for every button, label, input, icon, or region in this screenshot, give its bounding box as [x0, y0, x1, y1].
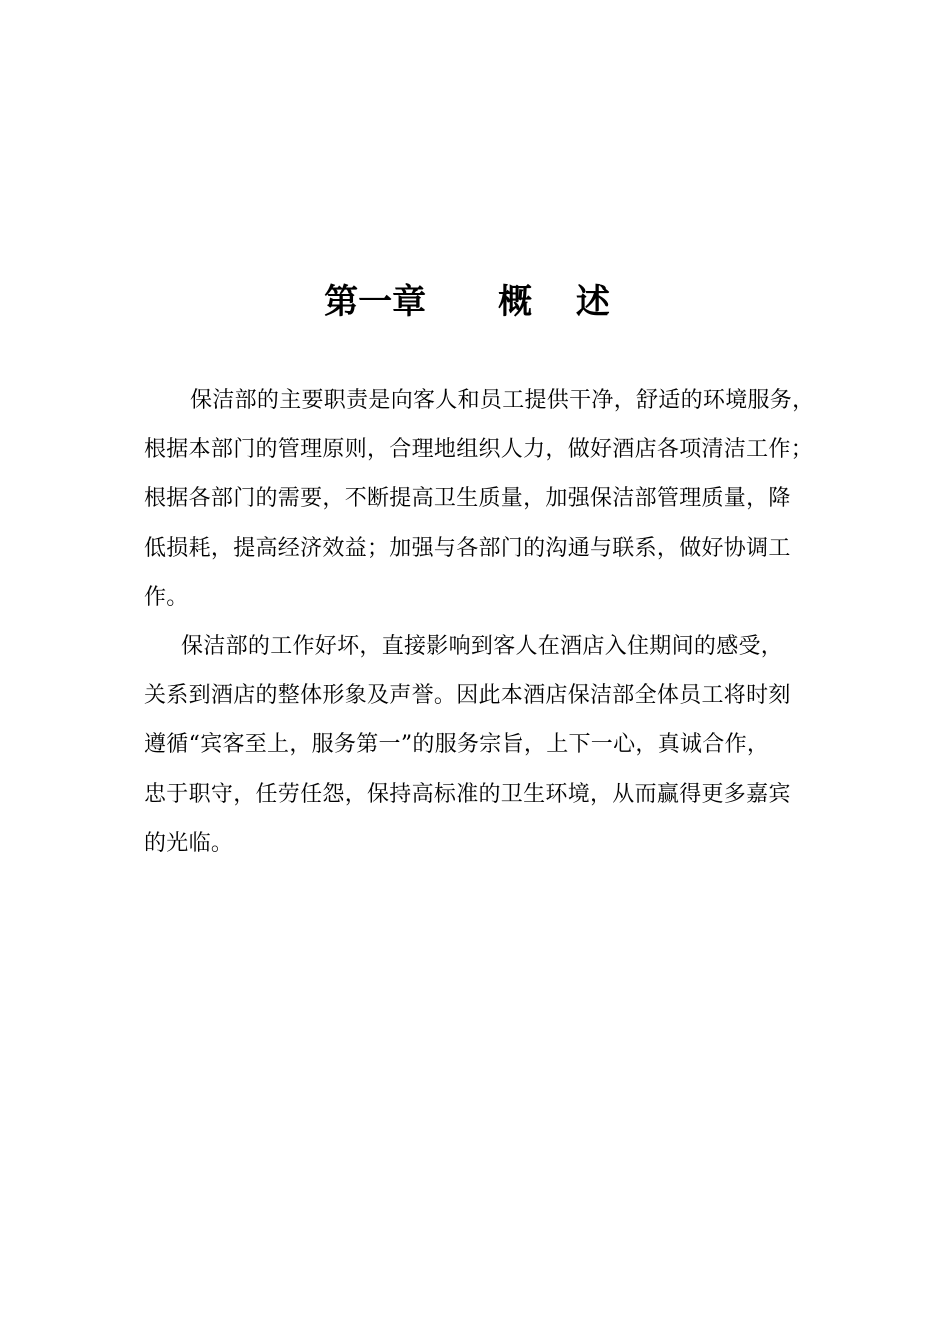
paragraph-line: 作。 — [144, 584, 189, 610]
chapter-heading — [0, 278, 950, 326]
chapter-body — [144, 376, 834, 868]
paragraph-2 — [144, 622, 834, 868]
paragraph-line: 的光临。 — [144, 830, 234, 856]
paragraph-1 — [144, 376, 834, 622]
paragraph-line: 关系到酒店的整体形象及声誉。因此本酒店保洁部全体员工将时刻 — [144, 683, 791, 709]
paragraph-line: 保洁部的主要职责是向客人和员工提供干净，舒适的环境服务， — [190, 388, 815, 413]
paragraph-line: 根据各部门的需要，不断提高卫生质量，加强保洁部管理质量，降 — [144, 486, 791, 512]
chapter-title: 概 述 — [498, 282, 626, 322]
paragraph-line: 低损耗，提高经济效益；加强与各部门的沟通与联系，做好协调工 — [144, 535, 791, 561]
chapter-number: 第一章 — [324, 282, 427, 322]
paragraph-line: 根据本部门的管理原则，合理地组织人力，做好酒店各项清洁工作； — [144, 437, 814, 463]
paragraph-line: 保洁部的工作好坏，直接影响到客人在酒店入住期间的感受， — [181, 633, 784, 659]
paragraph-line: 忠于职守，任劳任怨，保持高标准的卫生环境，从而赢得更多嘉宾 — [144, 781, 791, 807]
paragraph-line: 遵循“宾客至上，服务第一”的服务宗旨，上下一心，真诚合作， — [144, 732, 770, 758]
